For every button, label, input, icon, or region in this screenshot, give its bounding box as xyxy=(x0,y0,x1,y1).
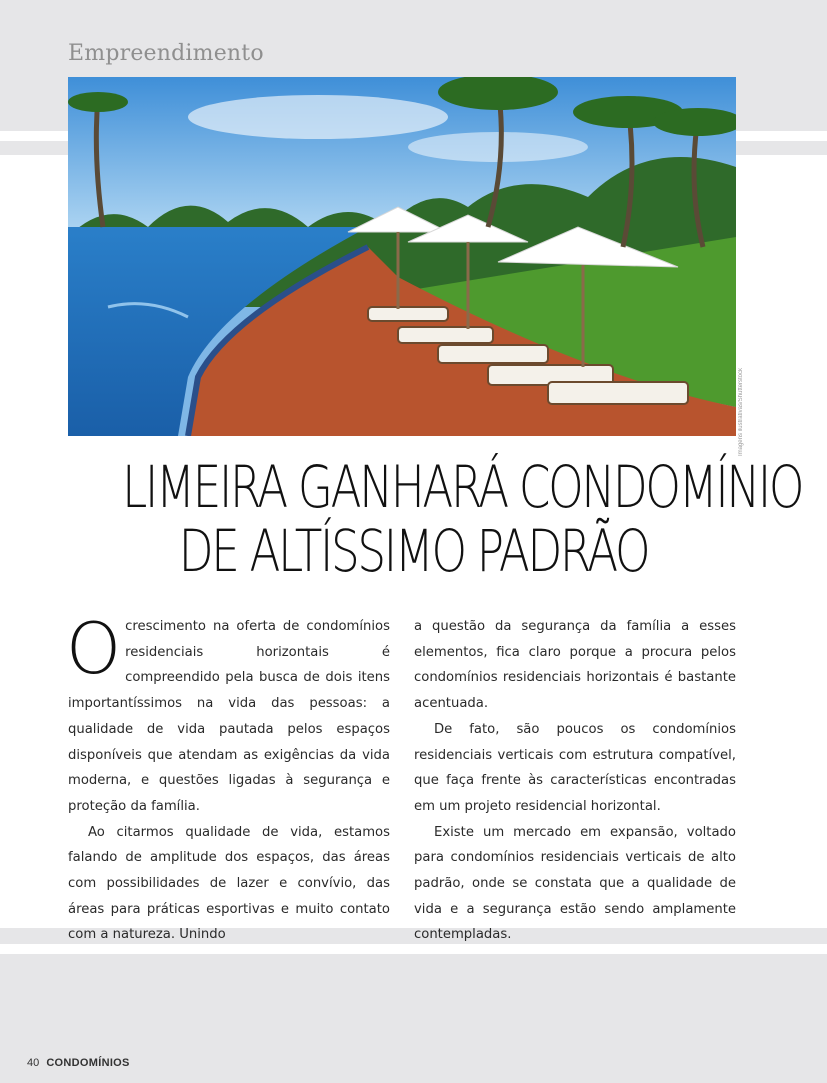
page-number: 40 xyxy=(27,1057,40,1069)
article-column-left xyxy=(66,608,390,948)
page-footer xyxy=(27,1057,130,1069)
headline xyxy=(122,453,803,585)
headline-line-2: DE ALTÍSSIMO PADRÃO xyxy=(178,517,649,585)
article-column-right xyxy=(414,614,736,948)
section-label: Empreendimento xyxy=(68,41,264,66)
paragraph-3: De fato, são poucos os condomínios residenciais verticais com estrutura compatível, que faça frente às características encontradas em um projeto residencial horizontal. xyxy=(414,721,736,814)
resort-pool-photo xyxy=(68,77,736,436)
paragraph-4: Existe um mercado em expansão, voltado para condomínios residenciais verticais de alto padrão, onde se constata que a qualidade de vida e a segurança estão sendo amplamente contempladas. xyxy=(414,824,736,943)
paragraph-2: Ao citarmos qualidade de vida, estamos falando de amplitude dos espaços, das áreas com possibilidades de lazer e convívio, das áreas para práticas esportivas e muito contato com a natureza. Unindo xyxy=(68,824,390,943)
paragraph-1-text: crescimento na oferta de condomínios residenciais horizontais é compreendido pela busca de dois itens importantíssimos na vida das pessoas: a qualidade de vida pautada pelos espaços disponíveis que atendam as exigências da vida moderna, e questões ligadas à segurança e proteção da família. xyxy=(68,619,390,814)
headline-line-1: LIMEIRA GANHARÁ CONDOMÍNIO xyxy=(122,453,803,521)
magazine-name: CONDOMÍNIOS xyxy=(46,1057,130,1069)
photo-credit: Imagens ilustrativas/Shutterstock xyxy=(738,368,744,457)
paragraph-2-continued: a questão da segurança da família a esses elementos, fica claro porque a procura pelos condomínios residenciais horizontais é bastante acentuada. xyxy=(414,619,736,712)
paragraph-1 xyxy=(66,608,390,820)
drop-cap: O xyxy=(66,608,122,690)
